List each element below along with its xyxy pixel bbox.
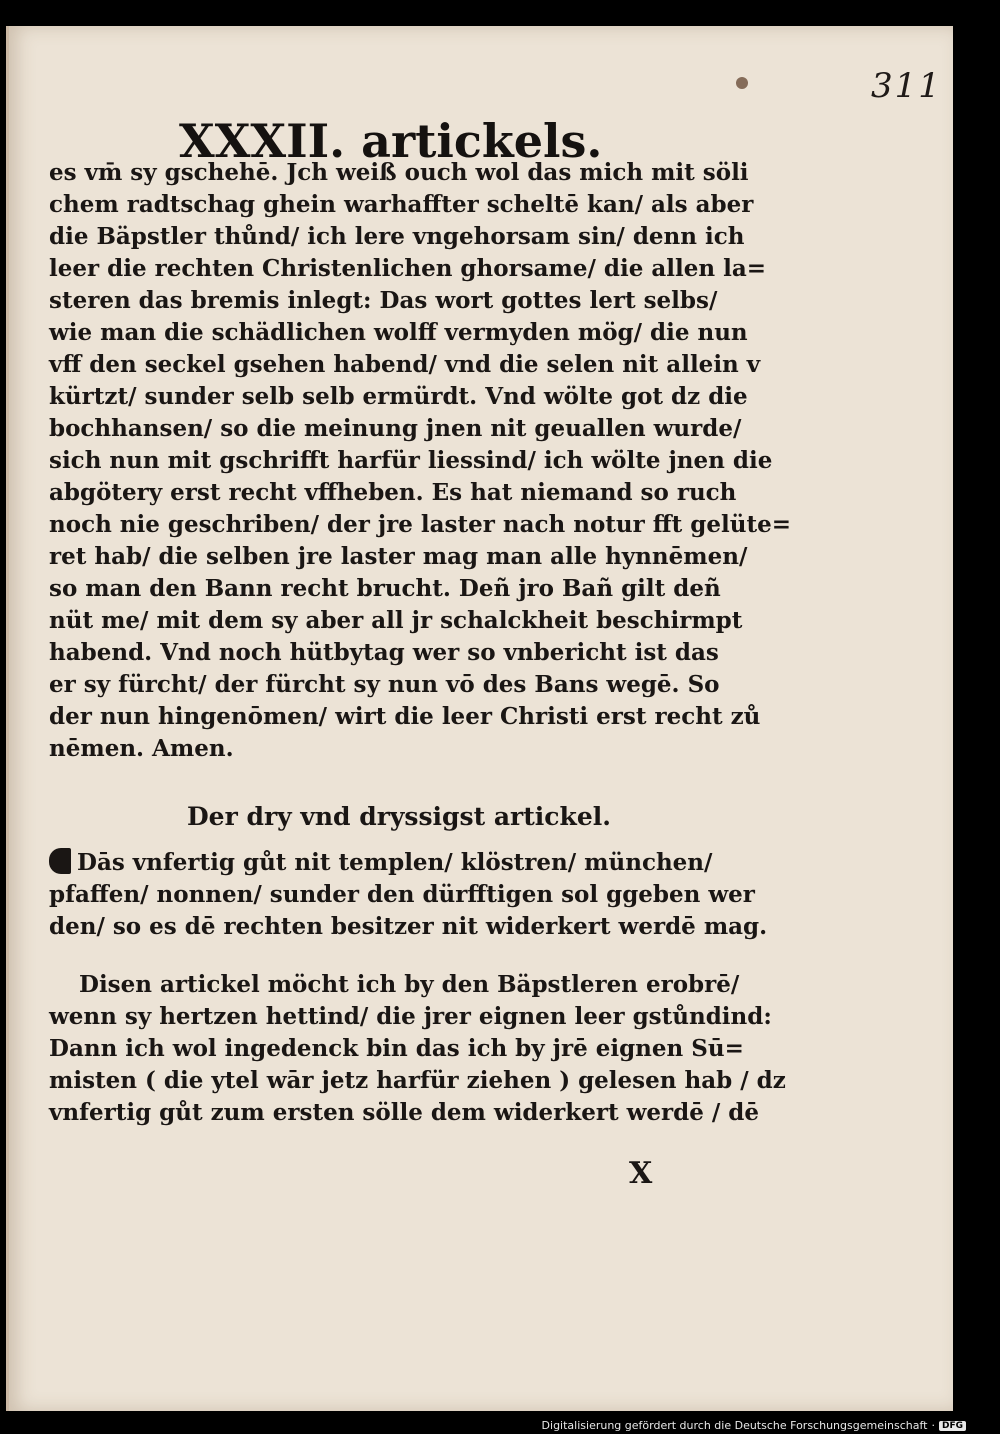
dfg-logo-icon: DFG xyxy=(939,1421,966,1431)
text-line: sich nun mit gschrifft harfür liessind/ ich wölte jnen die xyxy=(49,447,773,474)
text-line: Dās vnfertig gůt nit templen/ klöstren/ münchen/ xyxy=(77,849,713,876)
text-line: leer die rechten Christenlichen ghorsame/ die allen la= xyxy=(49,255,767,282)
text-line: nüt me/ mit dem sy aber all jr schalckheit beschirmpt xyxy=(49,607,743,634)
text-line: kürtzt/ sunder selb selb ermürdt. Vnd wölte got dz die xyxy=(49,383,748,410)
text-line: noch nie geschriben/ der jre laster nach notur fft gelüte= xyxy=(49,511,791,538)
text-line: Dann ich wol ingedenck bin das ich by jrē eignen Sū= xyxy=(49,1035,744,1062)
text-line: ret hab/ die selben jre laster mag man alle hynnēmen/ xyxy=(49,543,748,570)
text-line: vnfertig gůt zum ersten sölle dem widerkert werdē / dē xyxy=(49,1099,759,1126)
text-line: vff den seckel gsehen habend/ vnd die selen nit allein v xyxy=(49,351,761,378)
text-line: bochhansen/ so die meinung jnen nit geuallen wurde/ xyxy=(49,415,742,442)
text-line: die Bäpstler thůnd/ ich lere vngehorsam sin/ denn ich xyxy=(49,223,745,250)
text-line: misten ( die ytel wār jetz harfür ziehen ) gelesen hab / dz xyxy=(49,1067,786,1094)
footer-text: Digitalisierung gefördert durch die Deutsche Forschungsgemeinschaft xyxy=(541,1419,928,1432)
book-page xyxy=(6,26,953,1411)
separator: · xyxy=(931,1419,935,1432)
text-line: nēmen. Amen. xyxy=(49,735,234,762)
text-line: wenn sy hertzen hettind/ die jrer eignen leer gstůndind: xyxy=(49,1003,772,1030)
text-line: wie man die schädlichen wolff vermyden mög/ die nun xyxy=(49,319,748,346)
text-line: so man den Bann recht brucht. Deñ jro Bañ gilt deñ xyxy=(49,575,721,602)
paragraph-mark-icon xyxy=(49,848,71,874)
running-head: XXXII. artickels. xyxy=(179,114,603,168)
text-line: der nun hingenōmen/ wirt die leer Christi erst recht zů xyxy=(49,703,761,730)
text-line: er sy fürcht/ der fürcht sy nun vō des Bans wegē. So xyxy=(49,671,720,698)
ink-spot xyxy=(736,77,748,89)
text-line: den/ so es dē rechten besitzer nit widerkert werdē mag. xyxy=(49,913,768,940)
folio-number: 311 xyxy=(871,66,942,106)
text-line: abgötery erst recht vffheben. Es hat niemand so ruch xyxy=(49,479,737,506)
catchword: X xyxy=(629,1156,653,1191)
text-line: pfaffen/ nonnen/ sunder den dürfftigen sol ggeben wer xyxy=(49,881,755,908)
text-line: habend. Vnd noch hütbytag wer so vnbericht ist das xyxy=(49,639,719,666)
text-line: Disen artickel möcht ich by den Bäpstleren erobrē/ xyxy=(79,971,740,998)
text-line: chem radtschag ghein warhaffter scheltē kan/ als aber xyxy=(49,191,754,218)
funding-footer xyxy=(542,1419,966,1432)
text-line: steren das bremis inlegt: Das wort gottes lert selbs/ xyxy=(49,287,718,314)
article-heading: Der dry vnd dryssigst artickel. xyxy=(187,802,611,831)
text-line: es vm̄ sy gschehē. Jch weiß ouch wol das mich mit söli xyxy=(49,159,749,186)
